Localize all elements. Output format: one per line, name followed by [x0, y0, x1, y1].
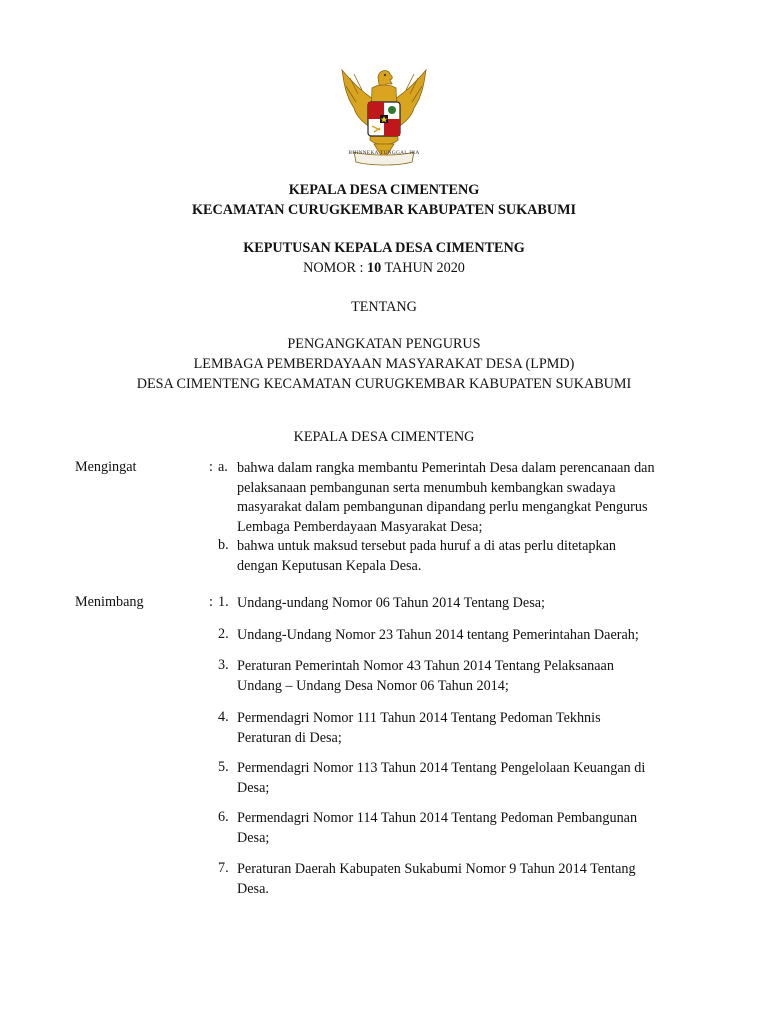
menimbang-item-3: [237, 657, 695, 696]
menimbang-label: Menimbang: [75, 594, 144, 610]
menimbang-item-2: [237, 626, 695, 646]
item-line: Desa;: [237, 829, 270, 846]
item-line: Peraturan Pemerintah Nomor 43 Tahun 2014 Tentang Pelaksanaan: [237, 658, 614, 674]
menimbang-marker-3: 3.: [218, 657, 229, 673]
item-line: Desa.: [237, 880, 269, 897]
item-line: Desa;: [237, 779, 270, 796]
menimbang-item-1: [237, 594, 695, 614]
number-value: 10: [366, 260, 382, 276]
tentang-heading: TENTANG: [351, 299, 417, 315]
menimbang-marker-5: 5.: [218, 759, 229, 775]
menimbang-marker-1: 1.: [218, 594, 229, 610]
item-line: masyarakat dalam pembangunan dipandang perlu mengangkat Pengurus: [237, 499, 648, 515]
item-line: Permendagri Nomor 114 Tahun 2014 Tentang Pedoman Pembangunan: [237, 810, 638, 826]
item-line: Peraturan di Desa;: [237, 729, 342, 746]
item-line: Undang-undang Nomor 06 Tahun 2014 Tentang Desa;: [237, 595, 545, 611]
issuer-heading: KEPALA DESA CIMENTENG: [293, 429, 475, 445]
menimbang-marker-6: 6.: [218, 809, 229, 825]
subject-line-2: LEMBAGA PEMBERDAYAAN MASYARAKAT DESA (LPMD): [193, 356, 575, 372]
subject-line-1: PENGANGKATAN PENGURUS: [287, 336, 481, 352]
decree-title: KEPUTUSAN KEPALA DESA CIMENTENG: [243, 240, 525, 256]
item-line: Permendagri Nomor 113 Tahun 2014 Tentang Pengelolaan Keuangan di: [237, 760, 646, 776]
mengingat-item-b: [237, 537, 695, 576]
item-line: Permendagri Nomor 111 Tahun 2014 Tentang Pedoman Tekhnis: [237, 710, 601, 726]
item-line: Undang-Undang Nomor 23 Tahun 2014 tentang Pemerintahan Daerah;: [237, 627, 639, 643]
item-line: Peraturan Daerah Kabupaten Sukabumi Nomor 9 Tahun 2014 Tentang: [237, 861, 636, 877]
item-line: Undang – Undang Desa Nomor 06 Tahun 2014;: [237, 677, 509, 694]
menimbang-item-4: [237, 709, 695, 748]
decree-number: [0, 258, 768, 278]
menimbang-marker-4: 4.: [218, 709, 229, 725]
menimbang-item-5: [237, 759, 695, 798]
menimbang-marker-2: 2.: [218, 626, 229, 642]
menimbang-item-7: [237, 860, 695, 899]
menimbang-marker-7: 7.: [218, 860, 229, 876]
item-line: bahwa untuk maksud tersebut pada huruf a di atas perlu ditetapkan: [237, 538, 617, 554]
item-line: dengan Keputusan Kepala Desa.: [237, 557, 422, 574]
item-line: pelaksanaan pembangunan serta menumbuh kembangkan swadaya: [237, 479, 616, 496]
item-line: bahwa dalam rangka membantu Pemerintah Desa dalam perencanaan dan: [237, 460, 655, 476]
subject-line-3: DESA CIMENTENG KECAMATAN CURUGKEMBAR KABUPATEN SUKABUMI: [136, 376, 632, 392]
mengingat-marker-a: a.: [218, 459, 228, 475]
emblem-motto: BHINNEKA TUNGGAL IKA: [348, 150, 420, 156]
menimbang-colon: :: [209, 594, 213, 610]
item-line: Lembaga Pemberdayaan Masyarakat Desa;: [237, 518, 483, 535]
number-prefix: NOMOR :: [303, 260, 364, 276]
mengingat-label: Mengingat: [75, 459, 137, 475]
mengingat-marker-b: b.: [218, 537, 229, 553]
menimbang-item-6: [237, 809, 695, 848]
mengingat-item-a: [237, 459, 695, 537]
mengingat-colon: :: [209, 459, 213, 475]
header-subtitle: KECAMATAN CURUGKEMBAR KABUPATEN SUKABUMI: [192, 202, 576, 218]
header-title: KEPALA DESA CIMENTENG: [288, 182, 480, 198]
number-suffix: TAHUN 2020: [384, 260, 465, 276]
